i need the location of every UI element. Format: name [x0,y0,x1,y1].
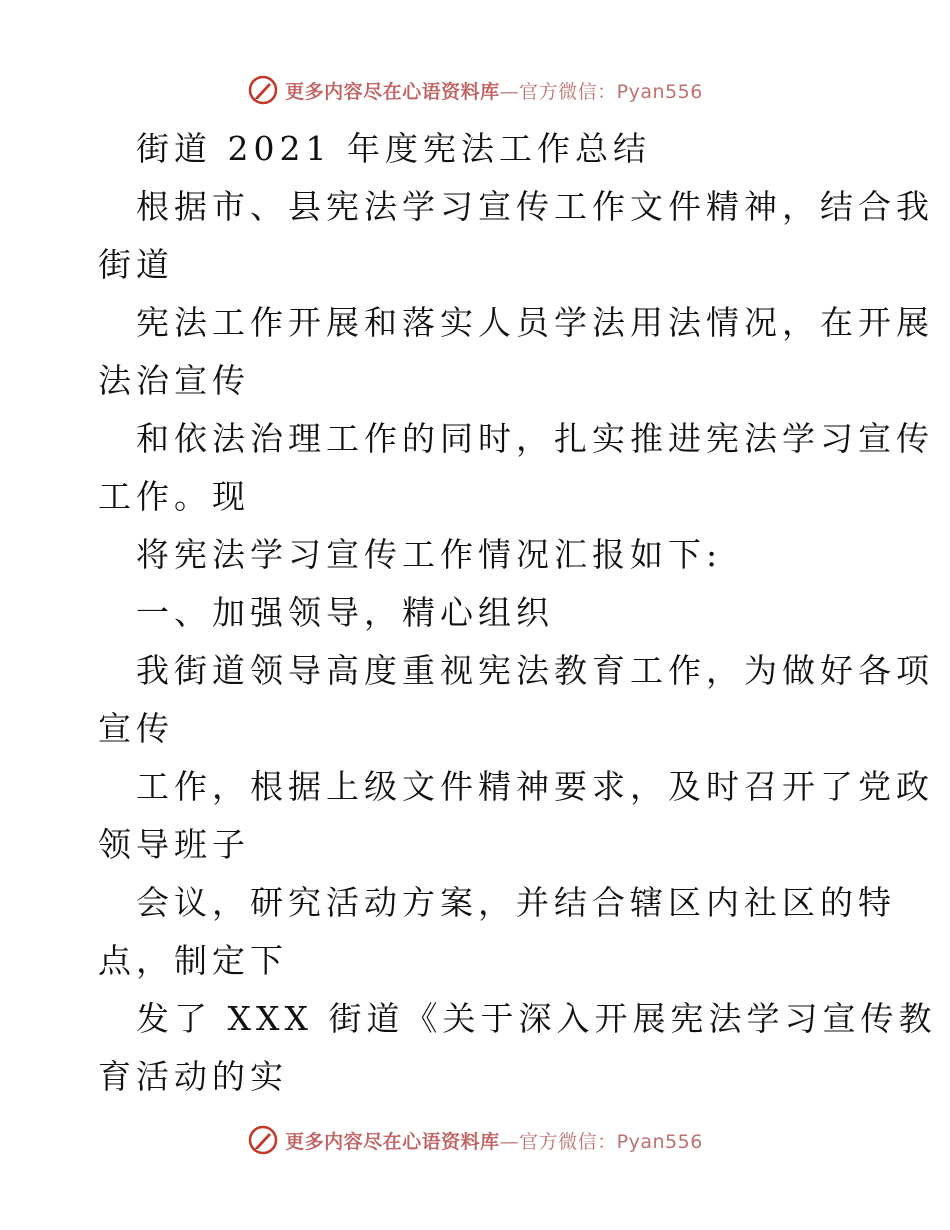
watermark-dash: — [499,80,520,103]
paragraph-line: 将宪法学习宣传工作情况汇报如下: [136,535,723,574]
quill-logo-icon [247,74,279,106]
paragraph-line: 工作，根据上级文件精神要求，及时召开了党政 [136,767,934,806]
paragraph-line: 会议，研究活动方案，并结合辖区内社区的特 [136,883,896,922]
paragraph-line: 育活动的实 [98,1057,288,1096]
section-heading: 一、加强领导，精心组织 [136,593,554,632]
paragraph-line: 工作。现 [98,477,250,516]
header-watermark [0,70,950,110]
footer-watermark [0,1120,950,1160]
paragraph-line: 和依法治理工作的同时，扎实推进宪法学习宣传 [136,419,934,458]
watermark-main-text: 更多内容尽在心语资料库 [285,1130,500,1153]
paragraph-line: 点，制定下 [98,941,288,980]
paragraph-line: 我街道领导高度重视宪法教育工作，为做好各项 [136,651,934,690]
watermark-dash: — [499,1130,520,1153]
quill-logo-icon [247,1124,279,1156]
watermark-contact: 官方微信：Pyan556 [519,80,703,103]
paragraph-line: 宪法工作开展和落实人员学法用法情况，在开展 [136,303,934,342]
watermark-text [285,77,703,104]
watermark-text [285,1127,703,1154]
watermark-contact: 官方微信：Pyan556 [519,1130,703,1153]
paragraph-line: 法治宣传 [98,361,250,400]
paragraph-line: 发了 XXX 街道《关于深入开展宪法学习宣传教 [136,999,937,1038]
document-title: 街道 2021 年度宪法工作总结 [136,129,651,168]
paragraph-line: 根据市、县宪法学习宣传工作文件精神，结合我 [136,187,934,226]
paragraph-line: 领导班子 [98,825,250,864]
watermark-main-text: 更多内容尽在心语资料库 [285,80,500,103]
document-body [98,120,937,1106]
paragraph-line: 宣传 [98,709,174,748]
paragraph-line: 街道 [98,245,174,284]
